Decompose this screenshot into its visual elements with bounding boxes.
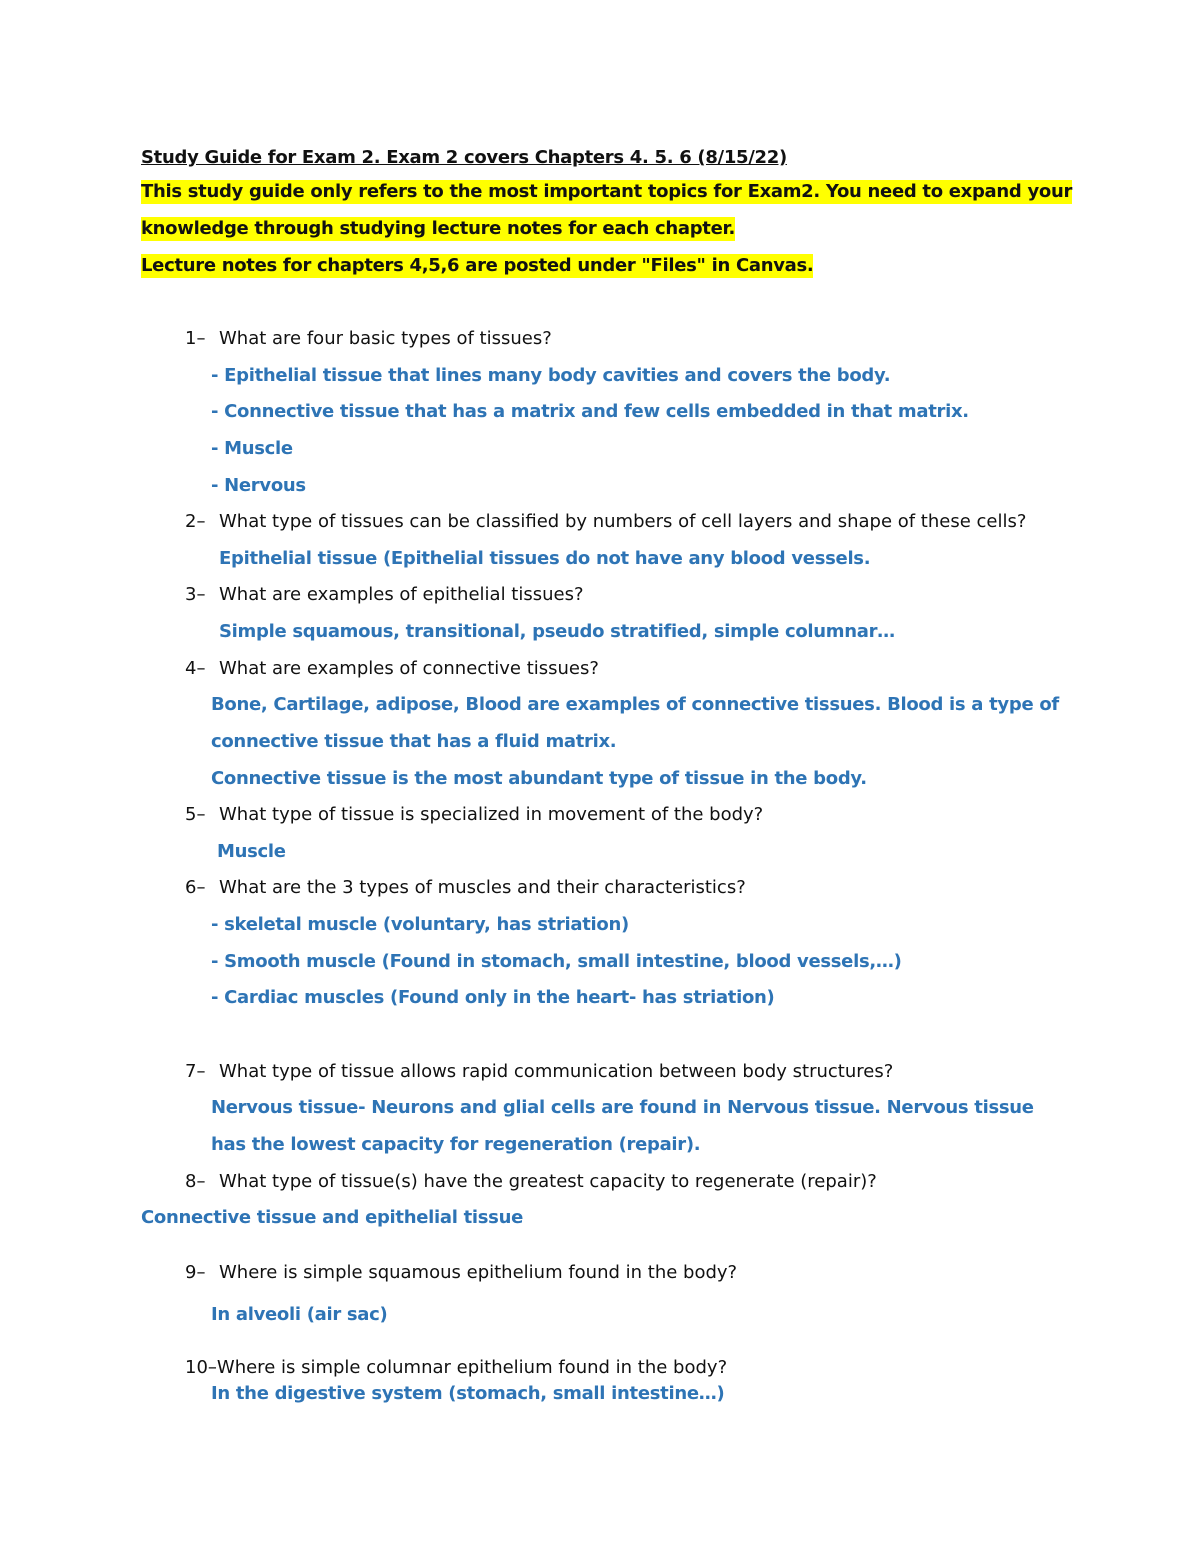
answer-3-line-1: Simple squamous, transitional, pseudo stratified, simple columnar… xyxy=(219,621,895,642)
answer-1-line-4: - Nervous xyxy=(211,475,306,496)
question-number: 4– xyxy=(185,658,206,679)
question-text: What type of tissue(s) have the greatest capacity to regenerate (repair)? xyxy=(219,1171,877,1192)
question-text: What type of tissue is specialized in movement of the body? xyxy=(219,804,764,825)
intro-line-2: knowledge through studying lecture notes for each chapter. xyxy=(141,218,736,239)
answer-5-line-1: Muscle xyxy=(217,841,286,862)
question-text: Where is simple squamous epithelium found in the body? xyxy=(219,1262,738,1283)
question-text: What are four basic types of tissues? xyxy=(219,328,552,349)
answer-8-line-1: Connective tissue and epithelial tissue xyxy=(141,1207,524,1228)
answer-7-line-1: Nervous tissue- Neurons and glial cells are found in Nervous tissue. Nervous tissue xyxy=(211,1097,1034,1118)
answer-7-line-2: has the lowest capacity for regeneration (repair). xyxy=(211,1134,701,1155)
question-text: Where is simple columnar epithelium found in the body? xyxy=(216,1357,728,1378)
question-number: 2– xyxy=(185,511,206,532)
page-title: Study Guide for Exam 2. Exam 2 covers Chapters 4. 5. 6 (8/15/22) xyxy=(141,147,787,168)
question-number: 5– xyxy=(185,804,206,825)
question-8 xyxy=(185,1170,877,1194)
question-9 xyxy=(185,1261,737,1285)
answer-10-line-1: In the digestive system (stomach, small intestine…) xyxy=(211,1383,725,1404)
question-number: 10– xyxy=(185,1357,217,1378)
question-number: 7– xyxy=(185,1061,206,1082)
question-number: 1– xyxy=(185,328,206,349)
question-number: 6– xyxy=(185,877,206,898)
answer-2-line-1: Epithelial tissue (Epithelial tissues do not have any blood vessels. xyxy=(219,548,871,569)
question-7 xyxy=(185,1060,893,1084)
question-number: 9– xyxy=(185,1262,206,1283)
intro-line-3: Lecture notes for chapters 4,5,6 are posted under "Files" in Canvas. xyxy=(141,255,814,276)
question-number: 3– xyxy=(185,584,206,605)
question-5 xyxy=(185,803,763,827)
question-6 xyxy=(185,876,746,900)
question-text: What are examples of epithelial tissues? xyxy=(219,584,584,605)
question-text: What type of tissue allows rapid communication between body structures? xyxy=(219,1061,894,1082)
question-3 xyxy=(185,583,584,607)
question-2 xyxy=(185,510,1026,534)
question-text: What are examples of connective tissues? xyxy=(219,658,599,679)
answer-9-line-1: In alveoli (air sac) xyxy=(211,1304,388,1325)
answer-1-line-2: - Connective tissue that has a matrix and few cells embedded in that matrix. xyxy=(211,401,969,422)
answer-6-line-1: - skeletal muscle (voluntary, has striation) xyxy=(211,914,629,935)
answer-1-line-3: - Muscle xyxy=(211,438,293,459)
question-text: What are the 3 types of muscles and their characteristics? xyxy=(219,877,746,898)
answer-6-line-2: - Smooth muscle (Found in stomach, small intestine, blood vessels,…) xyxy=(211,951,902,972)
answer-6-line-3: - Cardiac muscles (Found only in the heart- has striation) xyxy=(211,987,775,1008)
intro-line-1: This study guide only refers to the most important topics for Exam2. You need to expand your xyxy=(141,181,1073,202)
question-number: 8– xyxy=(185,1171,206,1192)
question-1 xyxy=(185,327,552,351)
answer-4-line-2: connective tissue that has a fluid matrix. xyxy=(211,731,617,752)
question-4 xyxy=(185,657,599,681)
answer-1-line-1: - Epithelial tissue that lines many body cavities and covers the body. xyxy=(211,365,891,386)
question-text: What type of tissues can be classified by numbers of cell layers and shape of these cells? xyxy=(219,511,1027,532)
question-10 xyxy=(185,1356,727,1380)
answer-4-line-1: Bone, Cartilage, adipose, Blood are examples of connective tissues. Blood is a type of xyxy=(211,694,1059,715)
answer-4-line-3: Connective tissue is the most abundant type of tissue in the body. xyxy=(211,768,867,789)
